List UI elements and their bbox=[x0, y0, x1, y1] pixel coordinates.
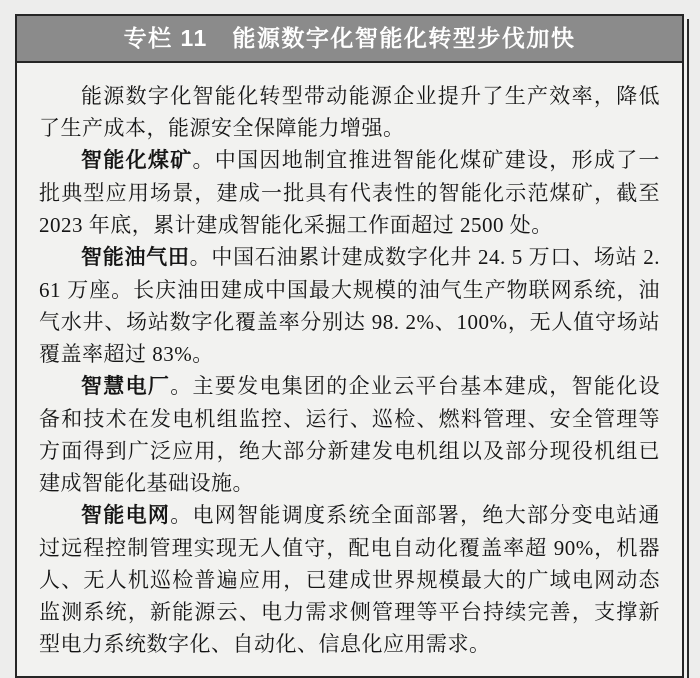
column-box-title: 专栏 11 能源数字化智能化转型步伐加快 bbox=[123, 25, 576, 51]
paragraph-text: 。中国石油累计建成数字化井 24. 5 万口、场站 2. 61 万座。长庆油田建成中国最大规模的油气生产物联网系统，油气水井、场站数字化覆盖率分别达 98. 2%、100%，无人值守场站覆盖率超过 83%。 bbox=[39, 245, 661, 366]
paragraph-smart-grid bbox=[39, 499, 660, 660]
paragraph-smart-power-plant bbox=[39, 370, 660, 499]
paragraph-smart-oil-gas-field bbox=[39, 241, 660, 370]
paragraph-lead: 智能油气田 bbox=[81, 246, 190, 269]
paragraph-text: 。电网智能调度系统全面部署，绝大部分变电站通过远程控制管理实现无人值守，配电自动化覆盖率超 90%，机器人、无人机巡检普遍应用，已建成世界规模最大的广域电网动态监测系统，新能源云、电力需求侧管理等平台持续完善，支撑新型电力系统数字化、自动化、信息化应用需求。 bbox=[39, 503, 661, 656]
paragraph-lead: 智慧电厂 bbox=[81, 375, 171, 398]
paragraph-lead: 智能电网 bbox=[81, 504, 171, 527]
paragraph-smart-coal-mine bbox=[39, 144, 660, 241]
paragraph-text: 。主要发电集团的企业云平台基本建成，智能化设备和技术在发电机组监控、运行、巡检、燃料管理、安全管理等方面得到广泛应用，绝大部分新建发电机组以及部分现役机组已建成智能化基础设施。 bbox=[39, 374, 661, 495]
paragraph-text: 能源数字化智能化转型带动能源企业提升了生产效率，降低了生产成本，能源安全保障能力增强。 bbox=[39, 84, 660, 140]
column-box-body bbox=[17, 63, 682, 676]
paragraph-intro bbox=[39, 80, 660, 144]
paragraph-text: 。中国因地制宜推进智能化煤矿建设，形成了一批典型应用场景，建成一批具有代表性的智能化示范煤矿，截至 2023 年底，累计建成智能化采掘工作面超过 2500 处。 bbox=[39, 148, 660, 237]
paragraph-lead: 智能化煤矿 bbox=[81, 149, 193, 172]
column-box-header bbox=[17, 16, 682, 63]
column-box bbox=[15, 14, 684, 678]
